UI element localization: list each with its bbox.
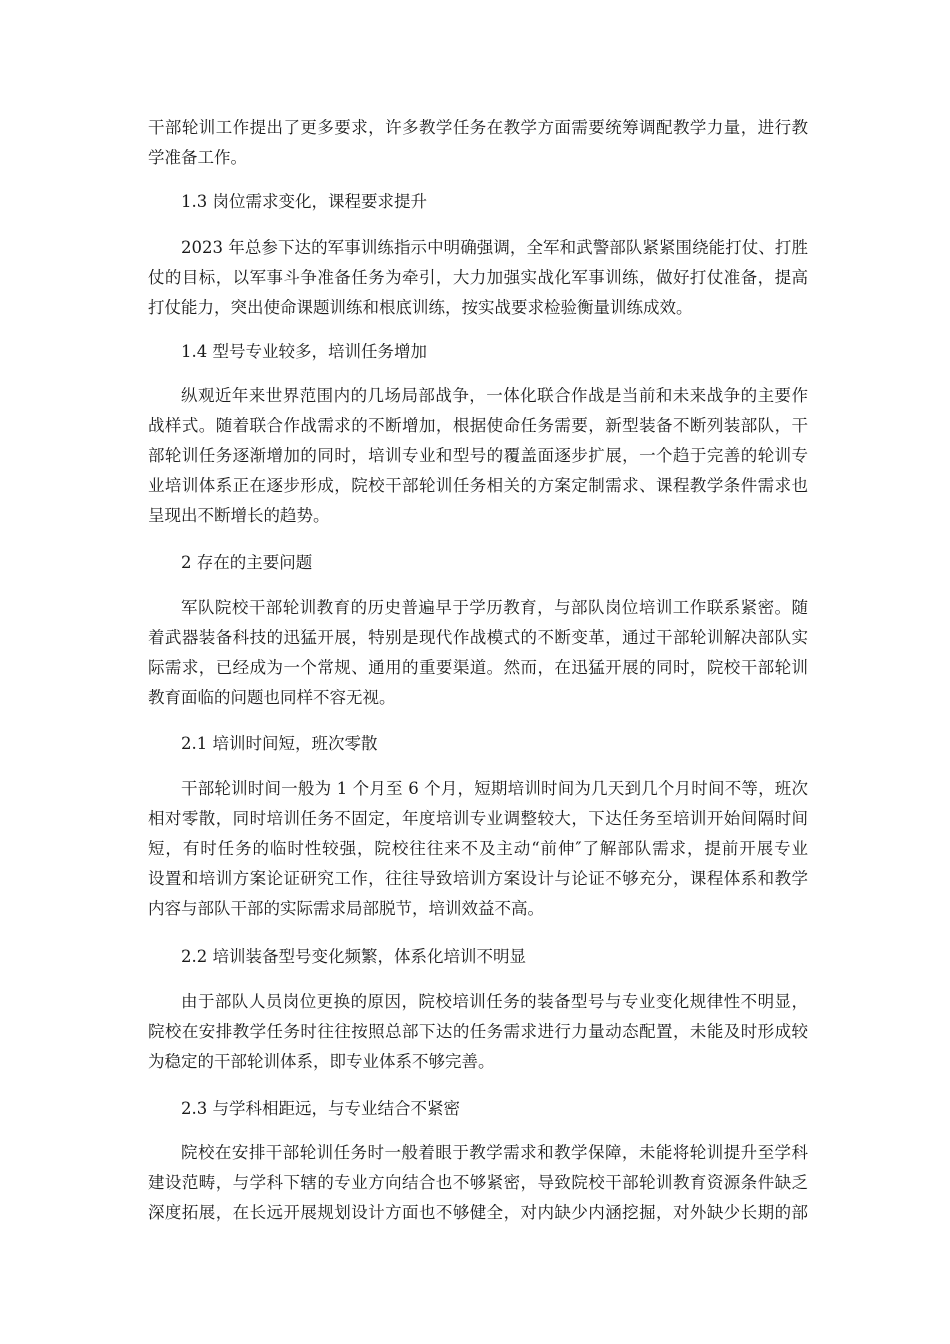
text-line: 相对零散，同时培训任务不固定，年度培训专业调整较大，下达任务至培训开始间隔时间 [148,809,808,828]
text-line: 学准备工作。 [148,148,247,167]
section-heading-1-4: 1.4 型号专业较多，培训任务增加 [181,342,427,361]
text-line: 军队院校干部轮训教育的历史普遍早于学历教育，与部队岗位培训工作联系紧密。随 [181,598,808,617]
text-line: 打仗能力，突出使命课题训练和根底训练，按实战要求检验衡量训练成效。 [148,298,693,317]
text-line: 教育面临的问题也同样不容无视。 [148,688,396,707]
text-line: 院校在安排教学任务时往往按照总部下达的任务需求进行力量动态配置，未能及时形成较 [148,1022,808,1041]
section-heading-2-2: 2.2 培训装备型号变化频繁，体系化培训不明显 [181,947,526,966]
text-line: 2023 年总参下达的军事训练指示中明确强调，全军和武警部队紧紧围绕能打仗、打胜 [181,238,808,257]
text-line: 仗的目标，以军事斗争准备任务为牵引，大力加强实战化军事训练，做好打仗准备，提高 [148,268,808,287]
text-line: 内容与部队干部的实际需求局部脱节，培训效益不高。 [148,899,544,918]
text-line: 干部轮训工作提出了更多要求，许多教学任务在教学方面需要统筹调配教学力量，进行教 [148,118,808,137]
text-line: 院校在安排干部轮训任务时一般着眼于教学需求和教学保障，未能将轮训提升至学科 [181,1143,808,1162]
paragraph [148,774,808,924]
paragraph-continuation [148,113,808,173]
text-line: 战样式。随着联合作战需求的不断增加，根据使命任务需要，新型装备不断列装部队，干 [148,416,808,435]
paragraph [148,593,808,713]
text-line: 短，有时任务的临时性较强，院校往往来不及主动“前伸″了解部队需求，提前开展专业 [148,839,808,858]
text-line: 由于部队人员岗位更换的原因，院校培训任务的装备型号与专业变化规律性不明显， [181,992,808,1011]
text-line: 建设范畴，与学科下辖的专业方向结合也不够紧密，导致院校干部轮训教育资源条件缺乏 [148,1173,808,1192]
paragraph [148,1138,808,1228]
text-line: 呈现出不断增长的趋势。 [148,506,330,525]
text-line: 纵观近年来世界范围内的几场局部战争，一体化联合作战是当前和未来战争的主要作 [181,386,808,405]
text-line: 业培训体系正在逐步形成，院校干部轮训任务相关的方案定制需求、课程教学条件需求也 [148,476,808,495]
paragraph [148,233,808,323]
section-heading-2-1: 2.1 培训时间短，班次零散 [181,734,378,753]
text-line: 深度拓展，在长远开展规划设计方面也不够健全，对内缺少内涵挖掘，对外缺少长期的部 [148,1203,808,1222]
text-line: 部轮训任务逐渐增加的同时，培训专业和型号的覆盖面逐步扩展，一个趋于完善的轮训专 [148,446,808,465]
section-heading-2: 2 存在的主要问题 [181,553,313,572]
text-line: 设置和培训方案论证研究工作，往往导致培训方案设计与论证不够充分，课程体系和教学 [148,869,808,888]
section-heading-1-3: 1.3 岗位需求变化，课程要求提升 [181,192,427,211]
text-line: 际需求，已经成为一个常规、通用的重要渠道。然而，在迅猛开展的同时，院校干部轮训 [148,658,808,677]
section-heading-2-3: 2.3 与学科相距远，与专业结合不紧密 [181,1099,460,1118]
paragraph [148,987,808,1077]
text-line: 着武器装备科技的迅猛开展，特别是现代作战模式的不断变革，通过干部轮训解决部队实 [148,628,808,647]
text-line: 为稳定的干部轮训体系，即专业体系不够完善。 [148,1052,495,1071]
text-line: 干部轮训时间一般为 1 个月至 6 个月，短期培训时间为几天到几个月时间不等，班次 [181,779,808,798]
paragraph [148,381,808,531]
